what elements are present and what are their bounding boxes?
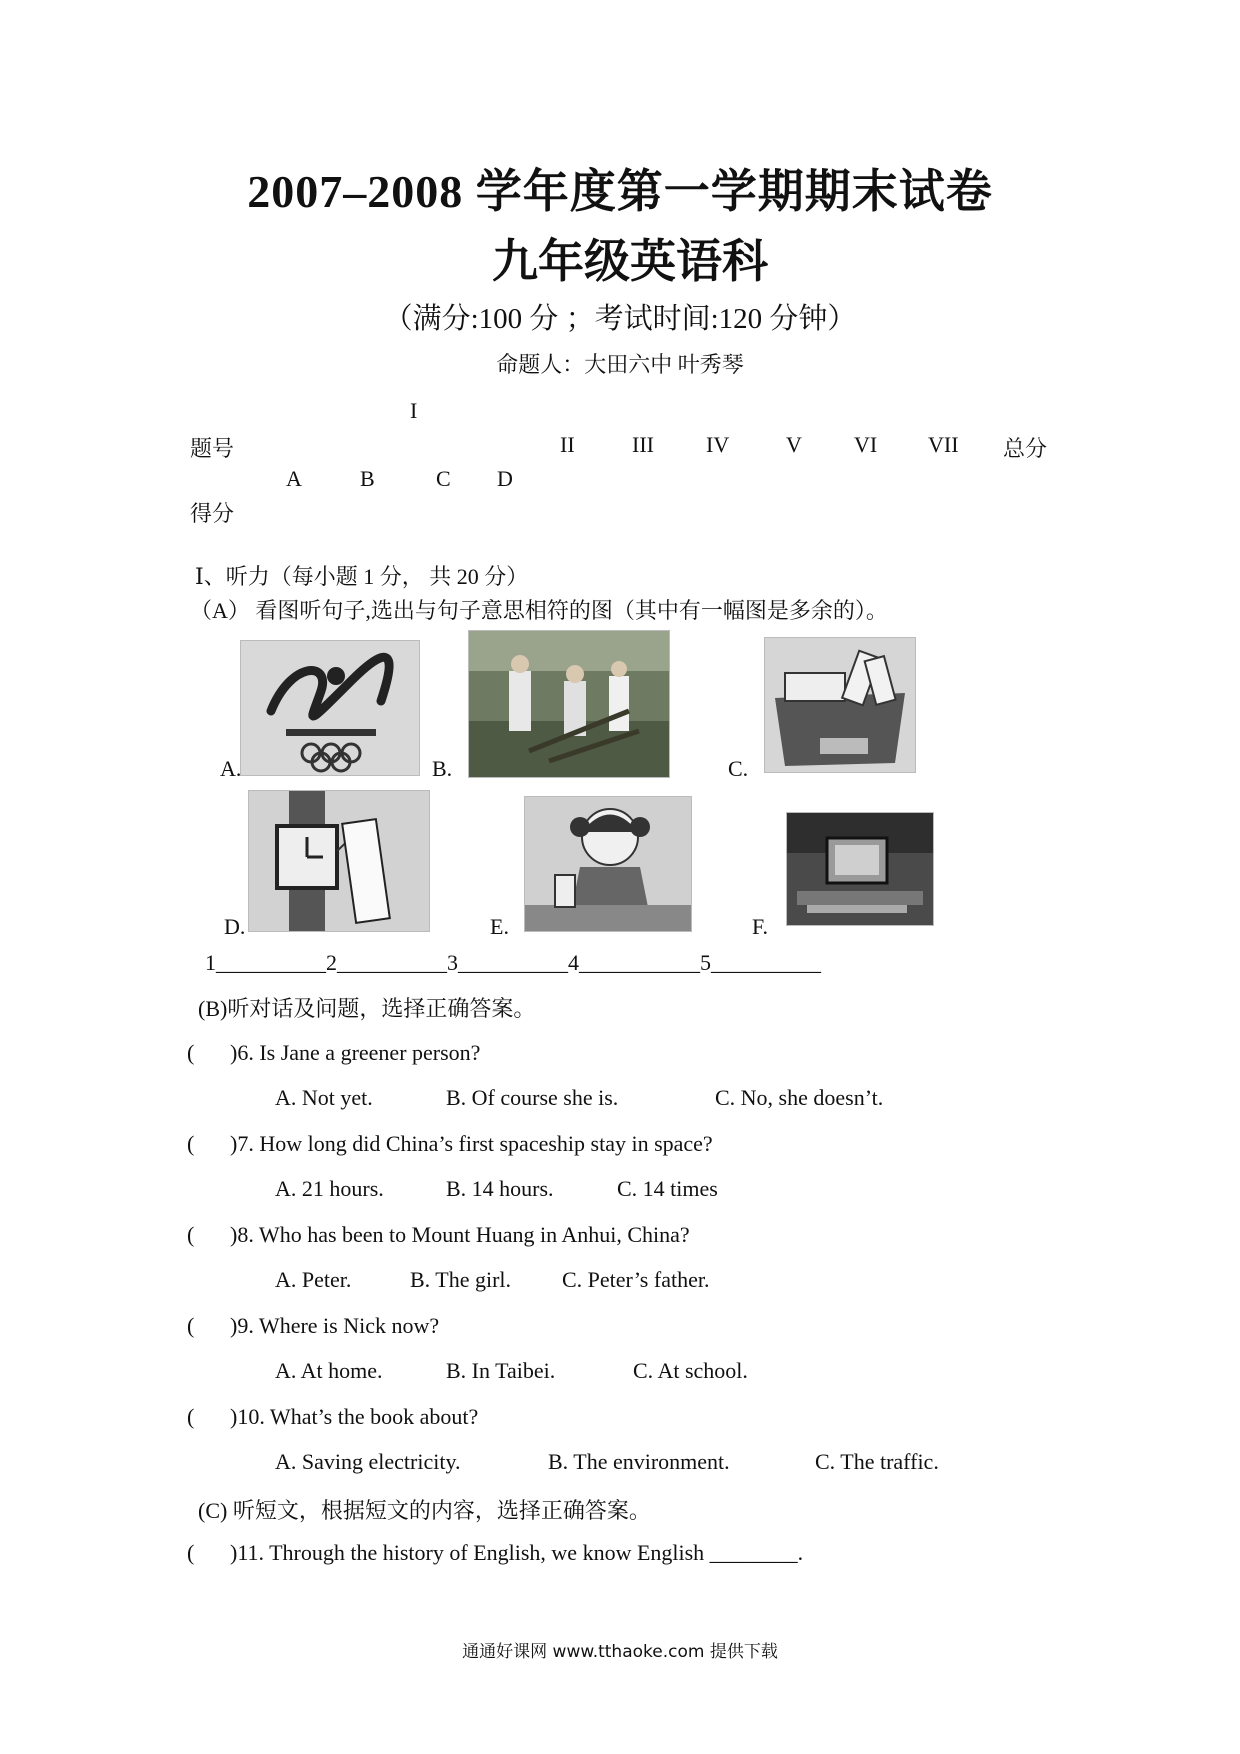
sub-part-c: C: [436, 466, 451, 491]
col-vi: VI: [854, 432, 878, 457]
recycling-bin-icon: [765, 638, 915, 772]
col-iii: III: [632, 432, 654, 457]
exam-author: 命题人：大田六中 叶秀琴: [496, 352, 744, 377]
answer-paren[interactable]: (: [187, 1222, 195, 1247]
question-stem: )10. What’s the book about?: [230, 1404, 479, 1429]
option-b: B. 14 hours.: [446, 1176, 554, 1201]
option-a: A. Not yet.: [275, 1085, 373, 1110]
picture-d-label: D.: [224, 914, 246, 939]
option-a: A. Peter.: [275, 1267, 352, 1292]
answer-paren[interactable]: (: [187, 1040, 195, 1065]
option-b: B. The girl.: [410, 1267, 512, 1292]
beijing-2008-logo-icon: [241, 641, 419, 775]
computer-desk-icon: [787, 813, 933, 925]
picture-c: [764, 637, 916, 773]
exam-title: 2007–2008 学年度第一学期期末试卷: [247, 166, 993, 217]
picture-a: [240, 640, 420, 776]
row-label-question-no: 题号: [190, 436, 235, 461]
option-a: A. 21 hours.: [275, 1176, 384, 1201]
col-total: 总分: [1003, 436, 1048, 461]
page-footer: 通通好课网 www.tthaoke.com 提供下载: [462, 1642, 778, 1662]
exam-score-time: （满分:100 分 ；考试时间:120 分钟）: [383, 303, 857, 335]
question-stem: )7. How long did China’s first spaceship stay in space?: [230, 1131, 713, 1156]
question-stem: )11. Through the history of English, we know English ________.: [230, 1540, 804, 1565]
sub-part-d: D: [497, 466, 513, 491]
part-b-instruction: (B)听对话及问题，选择正确答案。: [198, 996, 536, 1021]
option-a: A. Saving electricity.: [275, 1449, 461, 1474]
row-label-score: 得分: [190, 501, 235, 526]
option-c: C. The traffic.: [815, 1449, 939, 1474]
picture-b: [468, 630, 670, 778]
picture-e-label: E.: [490, 914, 509, 939]
answer-paren[interactable]: (: [187, 1131, 195, 1156]
option-c: C. 14 times: [617, 1176, 718, 1201]
sub-part-a: A: [286, 466, 302, 491]
picture-c-label: C.: [728, 756, 749, 781]
picture-f: [786, 812, 934, 926]
made-in-china-watch-icon: [249, 791, 429, 931]
part-c-instruction: (C) 听短文，根据短文的内容，选择正确答案。: [198, 1498, 651, 1523]
option-b: B. The environment.: [548, 1449, 730, 1474]
picture-a-label: A.: [220, 756, 242, 781]
part-a-instruction: （A） 看图听句子,选出与句子意思相符的图（其中有一幅图是多余的）。: [190, 598, 888, 623]
option-c: C. No, she doesn’t.: [715, 1085, 884, 1110]
option-c: C. Peter’s father.: [562, 1267, 710, 1292]
option-b: B. In Taibei.: [446, 1358, 556, 1383]
question-stem: )8. Who has been to Mount Huang in Anhui, China?: [230, 1222, 690, 1247]
col-v: V: [786, 432, 802, 457]
option-a: A. At home.: [275, 1358, 383, 1383]
part-a-answer-line[interactable]: 1__________2__________3__________4___________5__________: [205, 950, 821, 975]
tree-planting-photo-icon: [469, 631, 669, 777]
answer-paren[interactable]: (: [187, 1540, 195, 1565]
option-b: B. Of course she is.: [446, 1085, 619, 1110]
section-listening-title: Ⅰ、听力（每小题 1 分， 共 20 分）: [195, 564, 529, 589]
section-one-header: I: [410, 398, 418, 423]
question-stem: )6. Is Jane a greener person?: [230, 1040, 481, 1065]
exam-subject: 九年级英语科: [492, 236, 768, 287]
col-vii: VII: [928, 432, 959, 457]
option-c: C. At school.: [633, 1358, 748, 1383]
picture-f-label: F.: [752, 914, 768, 939]
answer-paren[interactable]: (: [187, 1404, 195, 1429]
answer-paren[interactable]: (: [187, 1313, 195, 1338]
girl-at-desk-icon: [525, 797, 691, 931]
question-stem: )9. Where is Nick now?: [230, 1313, 440, 1338]
sub-part-b: B: [360, 466, 375, 491]
picture-e: [524, 796, 692, 932]
col-ii: II: [560, 432, 575, 457]
picture-b-label: B.: [432, 756, 453, 781]
picture-d: [248, 790, 430, 932]
col-iv: IV: [706, 432, 730, 457]
